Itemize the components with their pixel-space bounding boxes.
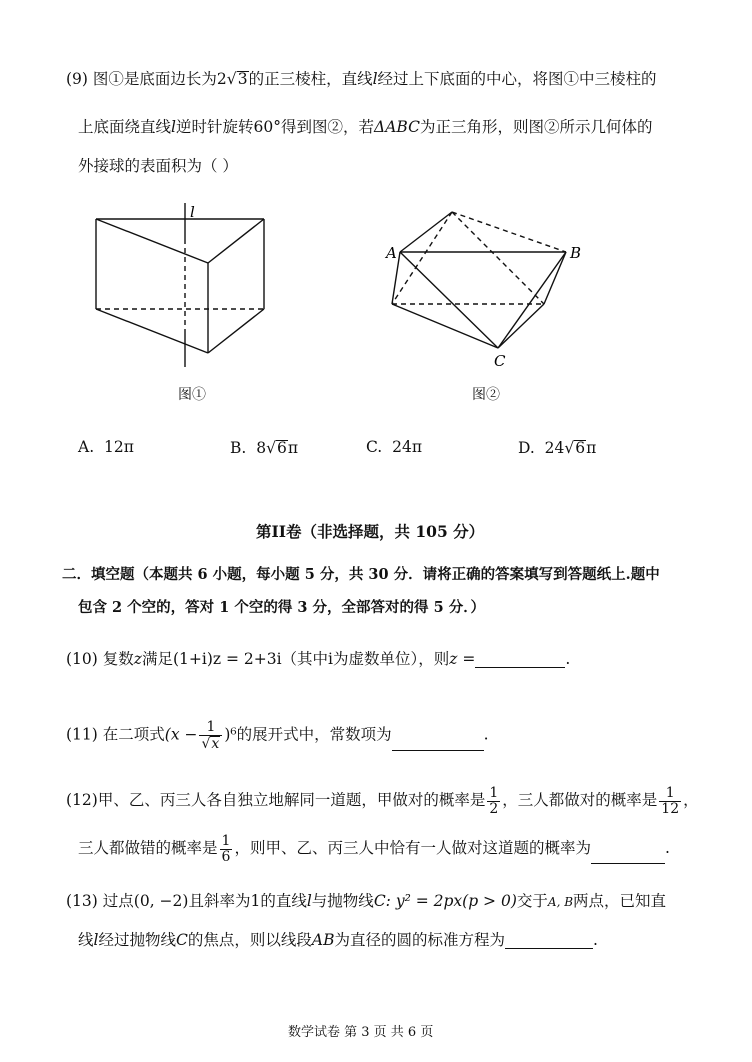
q13-line2: 线l经过抛物线C的焦点，则以线段AB为直径的圆的标准方程为 .: [78, 931, 598, 949]
fig2-edge: [498, 304, 544, 348]
q12-text: ，三人都做对的概率是: [502, 791, 658, 810]
q9-line1: [66, 71, 657, 88]
q10-text: 满足: [141, 650, 173, 668]
fig2-edge: [392, 304, 498, 348]
q9-line3: 外接球的表面积为（ ）: [78, 157, 238, 175]
option-a-text: 12π: [103, 438, 134, 456]
q11-text: 的展开式中，常数项为: [236, 725, 392, 744]
q11-frac-denominator: x: [211, 735, 220, 752]
part2-instructions-line1: 二．填空题（本题共 6 小题，每小题 5 分，共 30 分．请将正确的答案填写到答题纸上.题中: [62, 566, 660, 583]
q13-text: 且斜率为1的直线: [188, 892, 307, 910]
q10-number: (10): [66, 650, 98, 668]
section-2-title: 第II卷（非选择题，共 105 分）: [256, 522, 485, 541]
option-b: [230, 440, 298, 457]
q13-var: C: [176, 931, 188, 949]
option-d-pi: π: [586, 439, 597, 457]
q10-equation: (1+i)z = 2+3i: [172, 650, 282, 668]
q9-text: 图①是底面边长为: [92, 70, 217, 88]
figure-1: [80, 195, 280, 385]
q13-point: (0, −2): [133, 892, 189, 910]
q12-fraction-3: [220, 834, 233, 864]
q11-text: 在二项式: [102, 725, 165, 744]
q10: (10) 复数z满足(1+i)z = 2+3i（其中i为虚数单位），则z = .: [66, 650, 571, 668]
option-c: [366, 440, 422, 456]
vertex-C-label: C: [494, 352, 506, 370]
frac-denominator: 6: [221, 848, 231, 865]
q12-fraction-2: [659, 786, 681, 816]
q9-text: 上底面绕直线: [78, 118, 172, 136]
frac-denominator: 12: [661, 800, 680, 817]
option-c-tag: C.: [366, 438, 383, 456]
q9-triangle: ΔABC: [374, 118, 420, 136]
option-d-coef: 24: [544, 439, 565, 457]
q11-expr: (x −: [164, 725, 198, 744]
q10-text: （其中i为虚数单位），则: [281, 650, 450, 668]
q9-angle: 60°: [253, 118, 281, 136]
sqrt-symbol: √: [201, 735, 211, 752]
option-b-tag: B.: [230, 439, 247, 457]
option-b-radicand: 6: [276, 439, 287, 457]
q13-text: 交于: [516, 892, 548, 910]
frac-denominator: 2: [489, 800, 499, 817]
q10-var: z =: [449, 650, 476, 668]
q13-points: A, B: [547, 895, 574, 909]
q11-fraction: [199, 720, 222, 751]
option-d-radicand: 6: [575, 439, 586, 457]
part2-instructions-line2: 包含 2 个空的，答对 1 个空的得 3 分，全部答对的得 5 分．）: [78, 599, 485, 616]
q12-number: (12): [66, 791, 98, 810]
q12-answer-blank[interactable]: [591, 863, 665, 864]
q12-text: ，则甲、乙、丙三人中恰有一人做对这道题的概率为: [234, 839, 591, 858]
option-d: [518, 440, 596, 457]
q13-var: l: [306, 892, 312, 910]
q10-answer-blank[interactable]: [475, 667, 565, 668]
option-b-coef: 8: [256, 439, 267, 457]
q13-text: 两点，已知直: [573, 892, 667, 910]
axis-l-label: l: [190, 203, 195, 221]
frac-numerator: 1: [659, 786, 681, 802]
q9-text: 的正三棱柱，直线: [248, 70, 373, 88]
option-d-tag: D.: [518, 439, 535, 457]
q12-text: ，: [683, 791, 699, 810]
vertex-A-label: A: [386, 244, 397, 262]
q11: (11) 在二项式(x − $\frac{1}{√x}$ )⁶的展开式中，常数项为 .: [66, 719, 489, 752]
q10-var: z: [133, 650, 142, 668]
figure-1-caption: 图①: [178, 387, 206, 403]
q9-text: 经过上下底面的中心，将图①中三棱柱的: [377, 70, 657, 88]
q13-line1: [66, 894, 666, 910]
figure-2-caption: 图②: [472, 387, 500, 403]
figure-2: [380, 200, 590, 370]
option-b-pi: π: [287, 439, 299, 457]
q12-line1: [66, 786, 699, 816]
q10-text: 复数: [102, 650, 134, 668]
sqrt-symbol: √: [266, 439, 276, 457]
q13-text: 为直径的圆的标准方程为: [334, 931, 505, 949]
prism-bottom-right-edge: [208, 309, 264, 353]
q13-parabola: C: y² = 2px(p > 0): [373, 892, 517, 910]
q13-segment: AB: [311, 931, 335, 949]
q11-answer-blank[interactable]: [392, 750, 484, 751]
fig2-edge-hidden: [392, 212, 452, 304]
q9-text: 为正三角形，则图②所示几何体的: [419, 118, 653, 136]
q9-line2: [78, 120, 652, 136]
fig2-edge-hidden: [452, 212, 566, 252]
fig2-edge-hidden: [452, 212, 544, 304]
prism-top-left-edge: [96, 219, 208, 263]
sqrt-symbol: √: [226, 70, 237, 88]
q9-value: 2: [216, 70, 227, 88]
q9-number: (9): [66, 70, 88, 88]
option-a: [78, 440, 134, 456]
q13-answer-blank[interactable]: [505, 948, 593, 949]
q9-var: l: [171, 118, 176, 136]
page-footer: 数学试卷 第 3 页 共 6 页: [288, 1025, 434, 1040]
q11-exponent: )⁶: [224, 725, 237, 744]
q11-number: (11): [66, 725, 98, 744]
fig2-edge-BC: [498, 252, 566, 348]
q12-text: 三人都做错的概率是: [78, 839, 218, 858]
prism-bottom-left-edge: [96, 309, 208, 353]
q13-text: 过点: [102, 892, 134, 910]
q12-line2: 三人都做错的概率是 $\frac{1}{6}$ ，则甲、乙、丙三人中恰有一人做对这道题的概率为 .: [78, 833, 670, 865]
q9-text: 得到图②，若: [280, 118, 374, 136]
q9-var: l: [372, 70, 378, 88]
frac-numerator: 1: [221, 833, 231, 849]
q13-text: 经过抛物线: [98, 931, 176, 949]
prism-top-right-edge: [208, 219, 264, 263]
q13-number: (13): [66, 892, 98, 910]
fig2-edge-AC: [400, 252, 498, 348]
sqrt-symbol: √: [564, 439, 575, 457]
vertex-B-label: B: [570, 244, 582, 262]
fig2-edge: [400, 212, 452, 252]
q13-text: 线: [78, 931, 94, 949]
q9-radicand: 3: [237, 70, 248, 88]
q11-frac-numerator: 1: [199, 720, 222, 736]
q13-text: 的焦点，则以线段: [187, 931, 312, 949]
q12-text: 甲、乙、丙三人各自独立地解同一道题，甲做对的概率是: [97, 791, 486, 810]
option-c-text: 24π: [392, 438, 423, 456]
q12-fraction-1: [487, 786, 500, 816]
q13-text: 与抛物线: [311, 892, 374, 910]
frac-numerator: 1: [489, 785, 499, 801]
q13-var: l: [93, 931, 99, 949]
q9-text: 逆时针旋转: [175, 118, 254, 136]
option-a-tag: A.: [78, 438, 95, 456]
